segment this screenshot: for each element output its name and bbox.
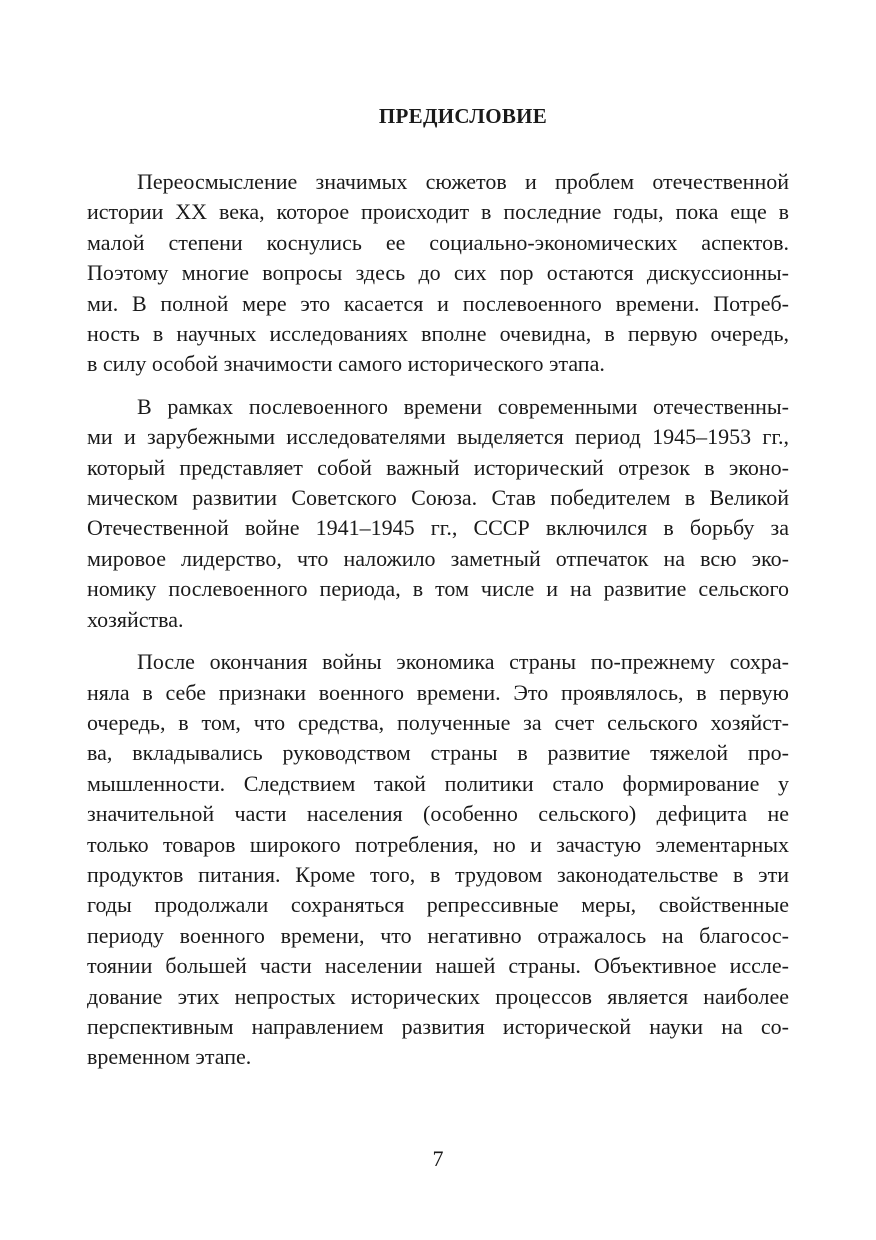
page-title: ПРЕДИСЛОВИЕ	[378, 104, 548, 128]
text-line: ность в научных исследованиях вполне очевидна, в первую очередь,	[87, 321, 789, 347]
text-line: только товаров широкого потребления, но и зачастую элементарных	[87, 831, 789, 857]
text-line: который представляет собой важный исторический отрезок в эконо-	[87, 454, 789, 480]
paragraph-3	[87, 647, 789, 1073]
text-line: мическом развитии Советского Союза. Став победителем в Великой	[87, 485, 789, 511]
text-line: ми. В полной мере это касается и послевоенного времени. Потреб-	[87, 290, 789, 316]
text-line: Поэтому многие вопросы здесь до сих пор остаются дискуссионны-	[87, 260, 789, 286]
text-line: После окончания войны экономика страны по-прежнему сохра-	[137, 649, 789, 675]
text-line: В рамках послевоенного времени современными отечественны-	[137, 393, 789, 419]
text-line: мышленности. Следствием такой политики стало формирование у	[87, 770, 789, 796]
text-line: в силу особой значимости самого исторического этапа.	[87, 351, 605, 377]
preface-body	[87, 167, 789, 1085]
text-line: хозяйства.	[87, 606, 184, 632]
text-line: истории XX века, которое происходит в последние годы, пока еще в	[87, 199, 789, 225]
text-line: тоянии большей части населении нашей страны. Объективное иссле-	[87, 953, 789, 979]
text-line: временном этапе.	[87, 1044, 252, 1070]
text-line: номику послевоенного периода, в том числе и на развитие сельского	[87, 576, 789, 602]
text-line: малой степени коснулись ее социально-экономических аспектов.	[87, 229, 789, 255]
text-line: значительной части населения (особенно сельского) дефицита не	[87, 801, 789, 827]
text-line: ми и зарубежными исследователями выделяется период 1945–1953 гг.,	[87, 424, 789, 450]
text-line: очередь, в том, что средства, полученные за счет сельского хозяйст-	[87, 709, 789, 735]
text-line: няла в себе признаки военного времени. Это проявлялось, в первую	[87, 679, 789, 705]
text-line: Переосмысление значимых сюжетов и проблем отечественной	[137, 169, 789, 194]
paragraph-1	[87, 167, 789, 380]
text-line: годы продолжали сохраняться репрессивные меры, свойственные	[87, 892, 789, 918]
text-line: перспективным направлением развития исторической науки на со-	[87, 1013, 789, 1039]
page-number: 7	[432, 1146, 444, 1171]
text-line: мировое лидерство, что наложило заметный отпечаток на всю эко-	[87, 545, 789, 571]
text-line: дование этих непростых исторических процессов является наиболее	[87, 983, 789, 1009]
text-line: ва, вкладывались руководством страны в развитие тяжелой про-	[87, 740, 789, 766]
text-line: продуктов питания. Кроме того, в трудовом законодательстве в эти	[87, 861, 789, 887]
paragraph-2	[87, 392, 789, 635]
text-line: Отечественной войне 1941–1945 гг., СССР включился в борьбу за	[87, 515, 789, 541]
text-line: периоду военного времени, что негативно отражалось на благосос-	[87, 922, 789, 948]
